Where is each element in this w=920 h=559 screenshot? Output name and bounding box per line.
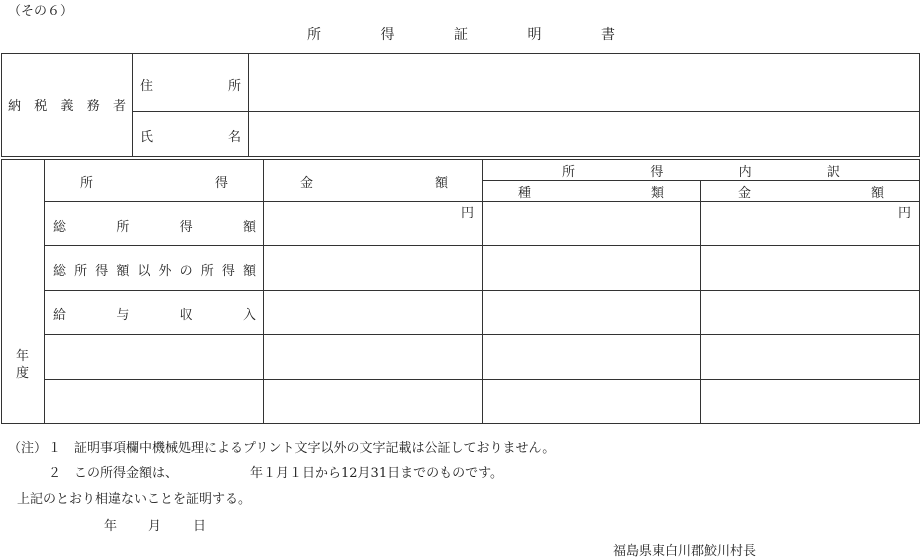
note-1-text: 証明事項欄中機械処理によるプリント文字以外の文字記載は公証しておりません。 xyxy=(74,441,556,456)
note-1-number: １ xyxy=(48,441,62,456)
date-month: 月 xyxy=(148,519,162,534)
yen-unit: 円 xyxy=(461,206,475,221)
divider xyxy=(45,290,919,291)
taxpayer-section xyxy=(1,53,920,157)
divider xyxy=(45,379,919,380)
col-header-kind: 種 類 xyxy=(518,186,664,201)
col-header-breakdown-amount: 金 額 xyxy=(738,186,884,201)
divider xyxy=(45,245,919,246)
divider xyxy=(133,111,919,112)
col-header-income: 所 得 xyxy=(80,176,228,191)
form-number: （その６） xyxy=(8,4,74,19)
name-label: 氏 名 xyxy=(140,130,241,145)
taxpayer-label: 納 税 義 務 者 xyxy=(8,99,126,114)
year-label: 年 度 xyxy=(16,349,30,381)
issuer: 福島県東白川郡鮫川村長 xyxy=(613,544,757,559)
divider xyxy=(482,160,483,423)
divider xyxy=(700,181,701,423)
divider xyxy=(248,54,249,156)
note-2-text-b: 年１月１日から12月31日までのものです。 xyxy=(250,466,504,481)
row-label-total-income: 総 所 得 額 xyxy=(53,220,256,235)
date-day: 日 xyxy=(193,519,207,534)
divider xyxy=(45,201,919,202)
divider xyxy=(263,160,264,423)
divider xyxy=(483,180,919,181)
note-2-number: ２ xyxy=(48,466,62,481)
document-title: 所 得 証 明 書 xyxy=(307,27,615,43)
col-header-amount: 金 額 xyxy=(300,176,448,191)
row-label-salary-income: 給 与 収 入 xyxy=(53,308,256,323)
yen-unit: 円 xyxy=(898,206,912,221)
row-label-other-income: 総 所 得 額 以 外 の 所 得 額 xyxy=(53,264,256,279)
address-label: 住 所 xyxy=(140,79,241,94)
date-year: 年 xyxy=(104,519,118,534)
note-2-text-a: この所得金額は、 xyxy=(74,466,179,481)
divider xyxy=(132,54,133,156)
note-prefix: （注） xyxy=(8,441,48,456)
certification-statement: 上記のとおり相違ないことを証明する。 xyxy=(17,492,252,507)
col-header-breakdown: 所 得 内 訳 xyxy=(562,165,840,180)
divider xyxy=(44,160,45,423)
divider xyxy=(45,334,919,335)
